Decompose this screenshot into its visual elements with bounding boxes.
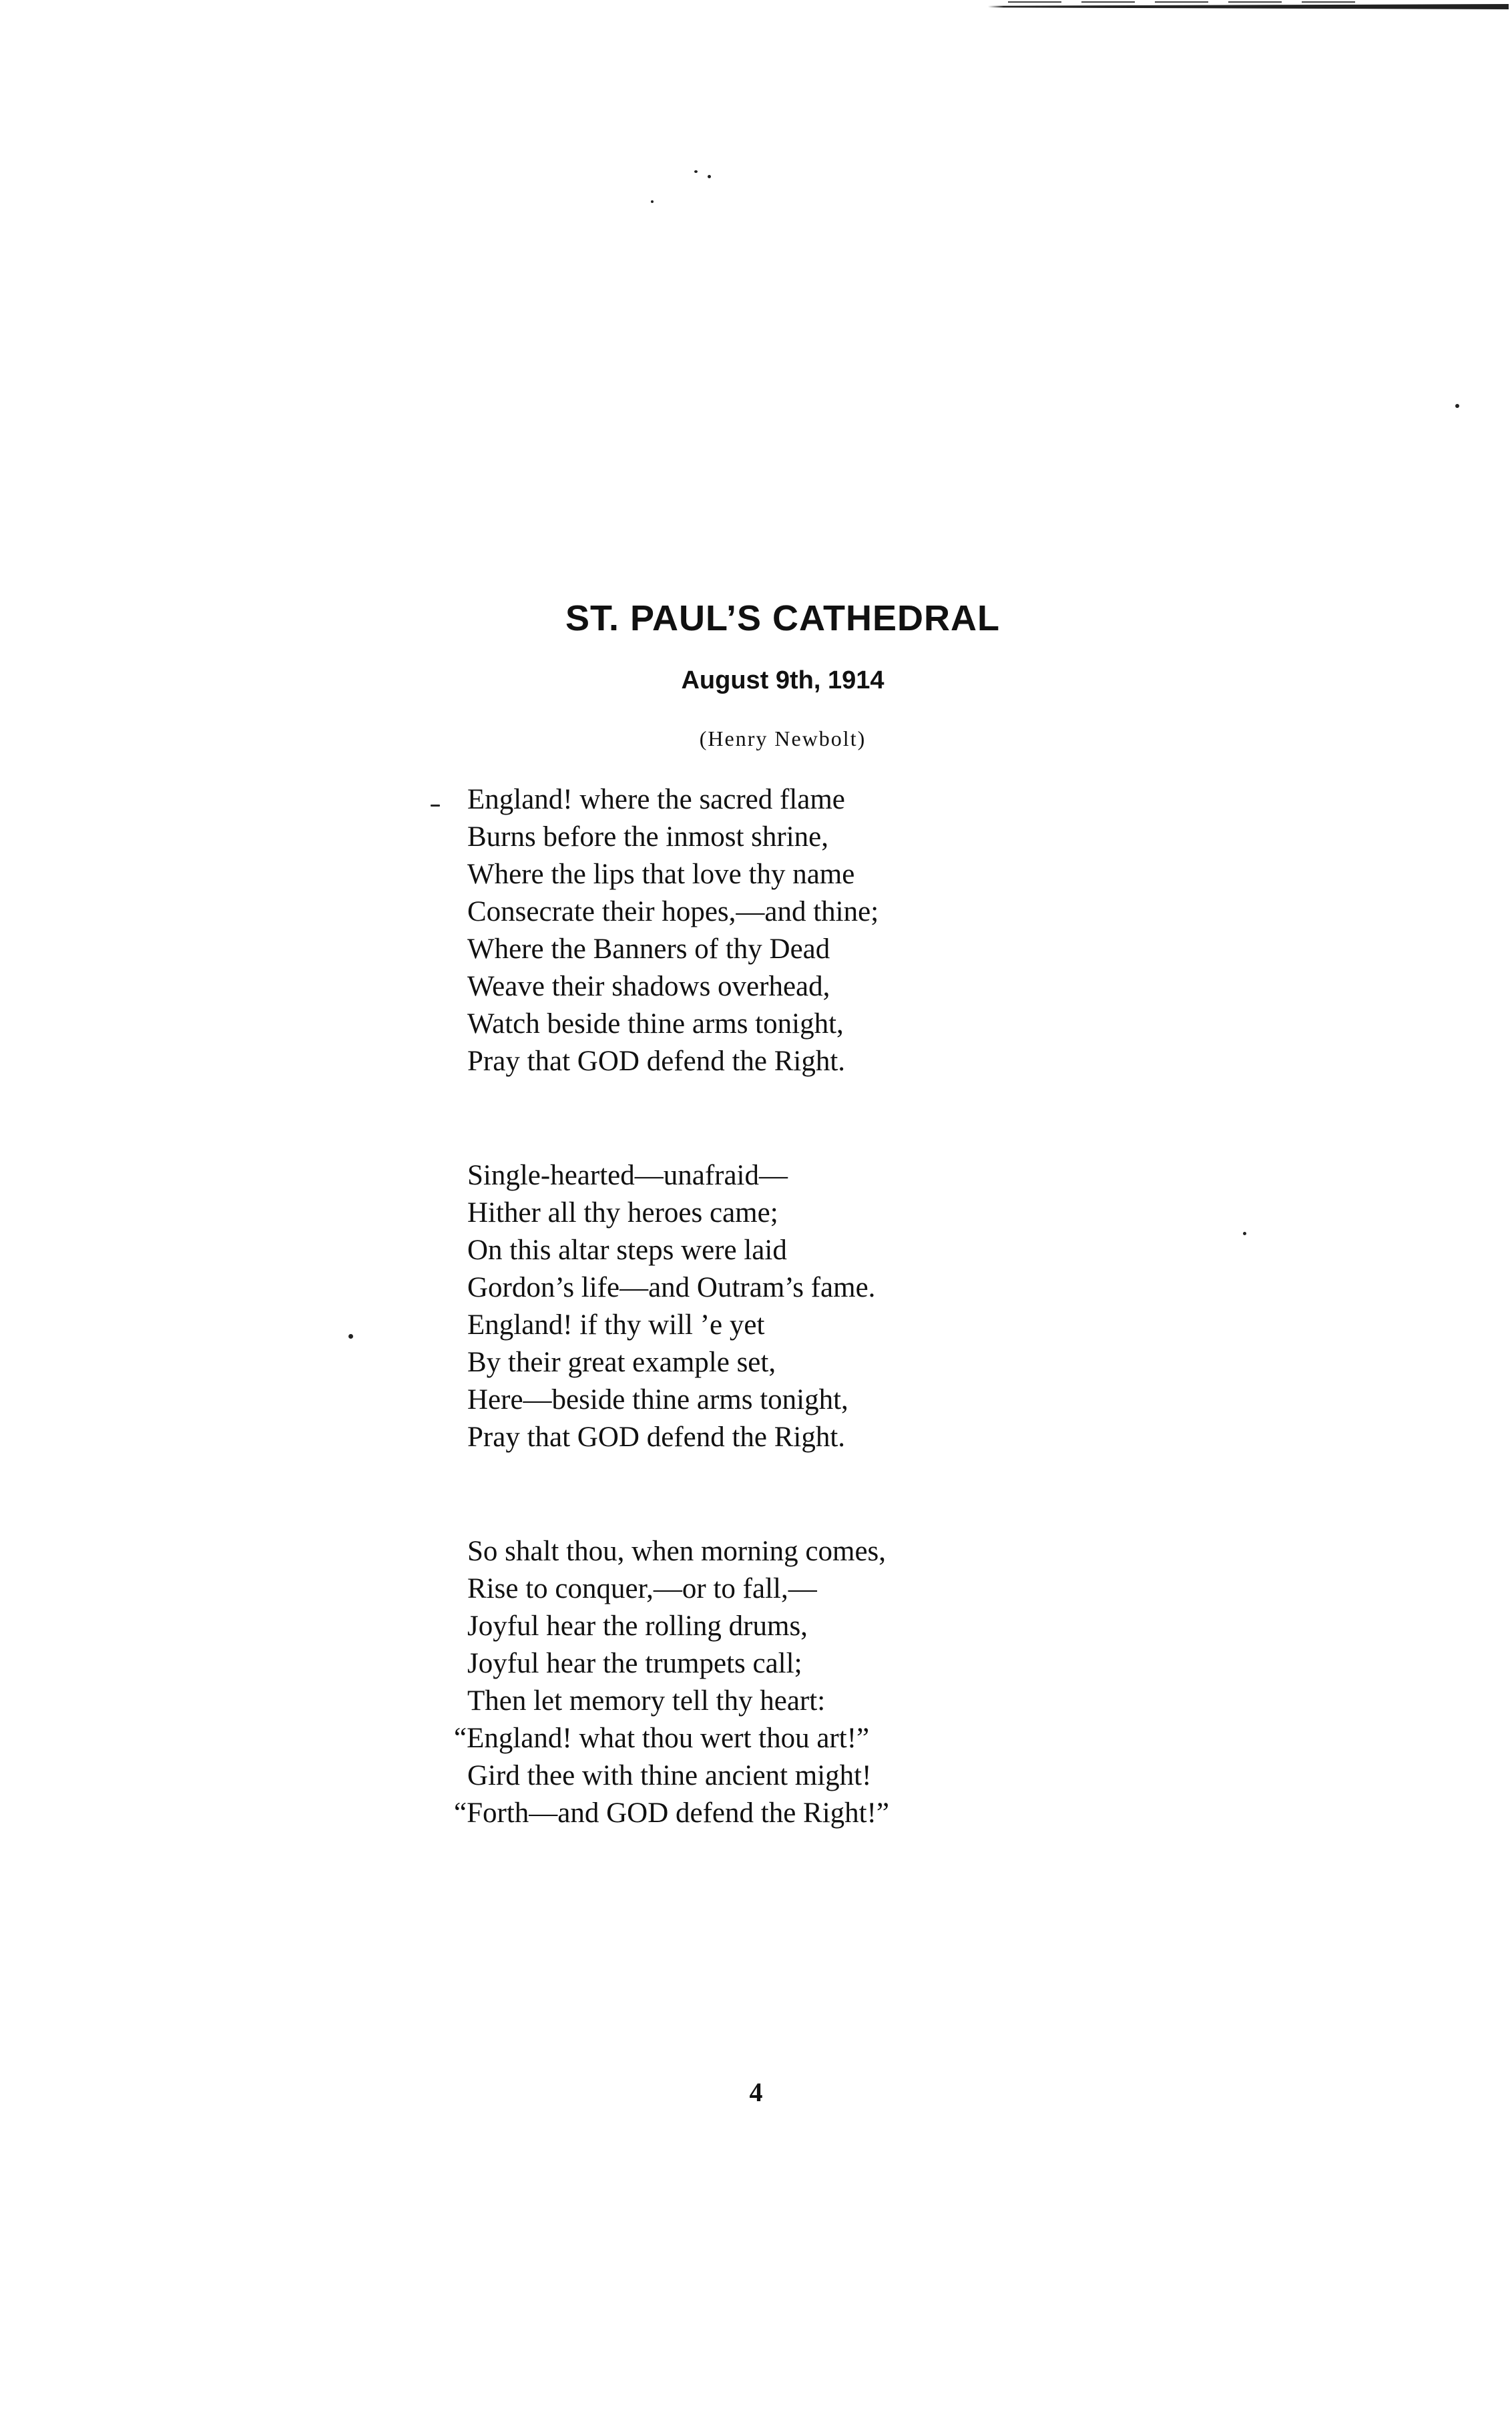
poem-line: So shalt thou, when morning comes, xyxy=(467,1536,887,1567)
poem-title: ST. PAUL’S CATHEDRAL xyxy=(565,598,1001,638)
scan-speck xyxy=(1243,1232,1246,1235)
poem-line: Gordon’s life—and Outram’s fame. xyxy=(467,1272,876,1303)
poem-line: On this altar steps were laid xyxy=(467,1235,787,1266)
poem-body xyxy=(454,781,1135,1909)
poem-line: “England! what thou wert thou art!” xyxy=(454,1723,870,1754)
poem-line: Weave their shadows overhead, xyxy=(467,971,830,1002)
poem-line: By their great example set, xyxy=(467,1347,776,1378)
poem-line: Where the lips that love thy name xyxy=(467,859,855,890)
poem-line: England! if thy will ’e yet xyxy=(467,1309,765,1341)
poem-line: Watch beside thine arms tonight, xyxy=(467,1008,844,1040)
poem-line: Joyful hear the trumpets call; xyxy=(467,1648,802,1679)
poem-line: Pray that GOD defend the Right. xyxy=(467,1046,846,1077)
scan-speck xyxy=(348,1334,353,1339)
poem-line: Where the Banners of thy Dead xyxy=(467,933,830,965)
poem-line: Gird thee with thine ancient might! xyxy=(467,1760,872,1791)
poem-date: August 9th, 1914 xyxy=(681,666,885,694)
poem-line: Hither all thy heroes came; xyxy=(467,1197,778,1229)
poem-line: Single-hearted—unafraid— xyxy=(467,1160,788,1191)
poem-line: Pray that GOD defend the Right. xyxy=(467,1421,846,1453)
poem-line: Rise to conquer,—or to fall,— xyxy=(467,1573,817,1604)
scan-speck xyxy=(694,170,698,173)
poem-line: Then let memory tell thy heart: xyxy=(467,1685,826,1717)
page-number: 4 xyxy=(749,2077,763,2107)
scan-artifact-rule xyxy=(988,4,1509,9)
poem-line: Burns before the inmost shrine, xyxy=(467,821,828,853)
scan-speck xyxy=(651,200,654,203)
poem-line: Here—beside thine arms tonight, xyxy=(467,1384,848,1415)
poem-line: Consecrate their hopes,—and thine; xyxy=(467,896,879,927)
scan-speck xyxy=(708,175,711,178)
scan-artifact-dashes xyxy=(1008,1,1355,3)
poem-author: (Henry Newbolt) xyxy=(699,726,866,750)
scan-speck xyxy=(1455,404,1459,408)
stanza-2 xyxy=(467,1157,1135,1456)
poem-line: England! where the sacred flame xyxy=(467,784,845,815)
poem-line: Joyful hear the rolling drums, xyxy=(467,1610,808,1642)
stanza-3 xyxy=(454,1533,1135,1832)
stanza-1 xyxy=(467,781,1135,1080)
poem-line: “Forth—and GOD defend the Right!” xyxy=(454,1797,890,1829)
scan-speck xyxy=(431,805,440,807)
